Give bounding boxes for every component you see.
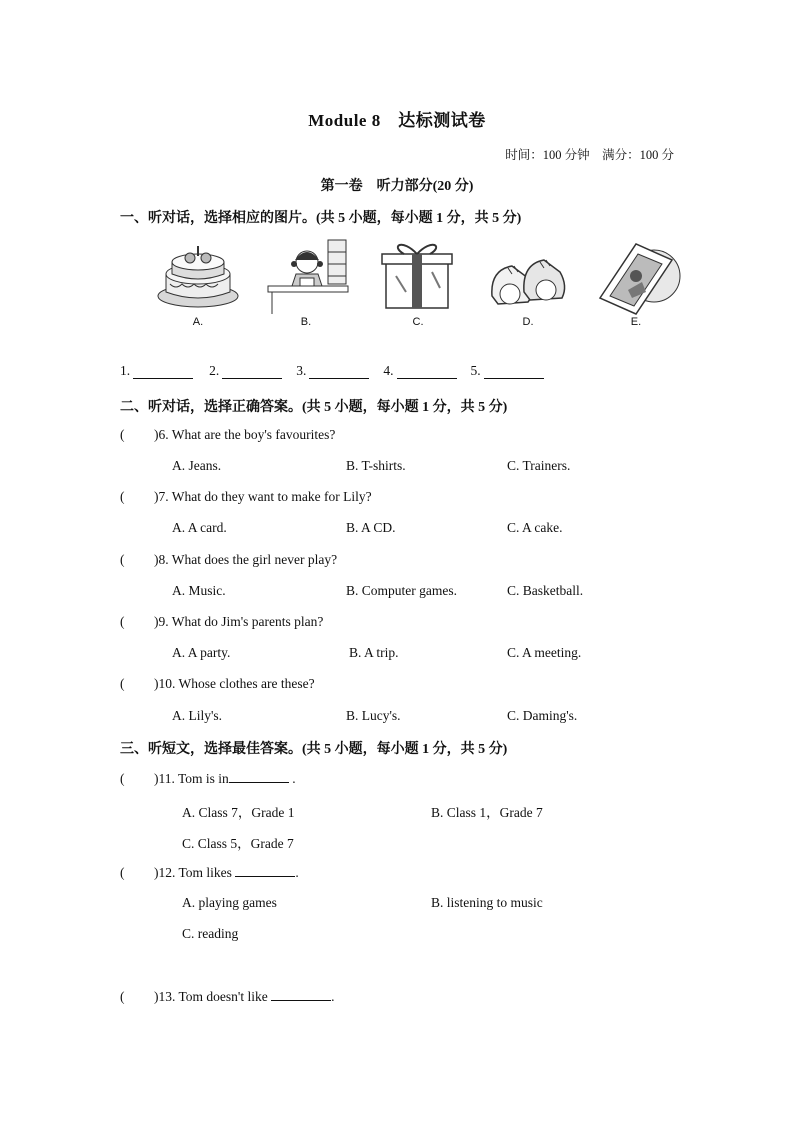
question-12: ( )12. Tom likes . (120, 865, 299, 880)
answer-paren[interactable]: ( (120, 552, 125, 567)
answer-paren[interactable]: ( (120, 676, 125, 691)
picture-label-a: A. (192, 316, 204, 328)
answer-blank-2[interactable]: 2. (209, 363, 282, 379)
answer-paren[interactable]: ( (120, 771, 125, 786)
q12-option-c: C. reading (182, 926, 239, 941)
section1-heading: 一、听对话，选择相应的图片。(共 5 小题，每小题 1 分，共 5 分) (120, 211, 522, 226)
q11-option-b: B. Class 1，Grade 7 (431, 805, 543, 820)
picture-label-e: E. (630, 316, 642, 328)
q9-option-a: A. A party. (172, 645, 231, 660)
picture-label-c: C. (412, 316, 424, 328)
answer-paren[interactable]: ( (120, 865, 125, 880)
q11-option-a: A. Class 7，Grade 1 (182, 805, 295, 820)
q9-option-c: C. A meeting. (507, 645, 582, 660)
exam-time-score: 时间：100 分钟 满分：100 分 (505, 148, 674, 162)
section2-heading: 二、听对话，选择正确答案。(共 5 小题，每小题 1 分，共 5 分) (120, 400, 508, 415)
q8-option-c: C. Basketball. (507, 583, 584, 598)
question-7: ( )7. What do they want to make for Lily? (120, 489, 372, 504)
picture-label-d: D. (522, 316, 534, 328)
q10-option-c: C. Daming's. (507, 708, 578, 723)
answer-paren[interactable]: ( (120, 614, 125, 629)
question-6: ( )6. What are the boy's favourites? (120, 427, 336, 442)
q12-option-a: A. playing games (182, 895, 277, 910)
answer-blank-4[interactable]: 4. (383, 363, 456, 379)
question-10: ( )10. Whose clothes are these? (120, 676, 315, 691)
answer-blank-1[interactable]: 1. (120, 363, 193, 379)
q10-option-a: A. Lily's. (172, 708, 223, 723)
q6-option-b: B. T-shirts. (346, 458, 406, 473)
q9-option-b: B. A trip. (349, 645, 399, 660)
page-title: Module 8 达标测试卷 (308, 111, 486, 130)
answer-blank-3[interactable]: 3. (296, 363, 369, 379)
q11-option-c: C. Class 5，Grade 7 (182, 836, 294, 851)
q6-option-a: A. Jeans. (172, 458, 222, 473)
q10-option-b: B. Lucy's. (346, 708, 401, 723)
question-11: ( )11. Tom is in . (120, 771, 296, 786)
answer-blank-5[interactable]: 5. (471, 363, 544, 379)
fill-blank[interactable] (235, 864, 295, 877)
q7-option-b: B. A CD. (346, 520, 396, 535)
q8-option-b: B. Computer games. (346, 583, 457, 598)
q8-option-a: A. Music. (172, 583, 226, 598)
fill-blank[interactable] (271, 988, 331, 1001)
answer-paren[interactable]: ( (120, 489, 125, 504)
question-8: ( )8. What does the girl never play? (120, 552, 338, 567)
part-heading: 第一卷 听力部分(20 分) (320, 179, 474, 194)
q7-option-c: C. A cake. (507, 520, 563, 535)
q12-option-b: B. listening to music (431, 895, 543, 910)
question-9: ( )9. What do Jim's parents plan? (120, 614, 324, 629)
fill-blank[interactable] (229, 770, 289, 783)
question-13: ( )13. Tom doesn't like . (120, 989, 335, 1004)
q6-option-c: C. Trainers. (507, 458, 571, 473)
answer-paren[interactable]: ( (120, 427, 125, 442)
section3-heading: 三、听短文，选择最佳答案。(共 5 小题，每小题 1 分，共 5 分) (120, 742, 508, 757)
answer-blanks-row (120, 363, 544, 379)
picture-label-b: B. (300, 316, 312, 328)
answer-paren[interactable]: ( (120, 989, 125, 1004)
q7-option-a: A. A card. (172, 520, 227, 535)
